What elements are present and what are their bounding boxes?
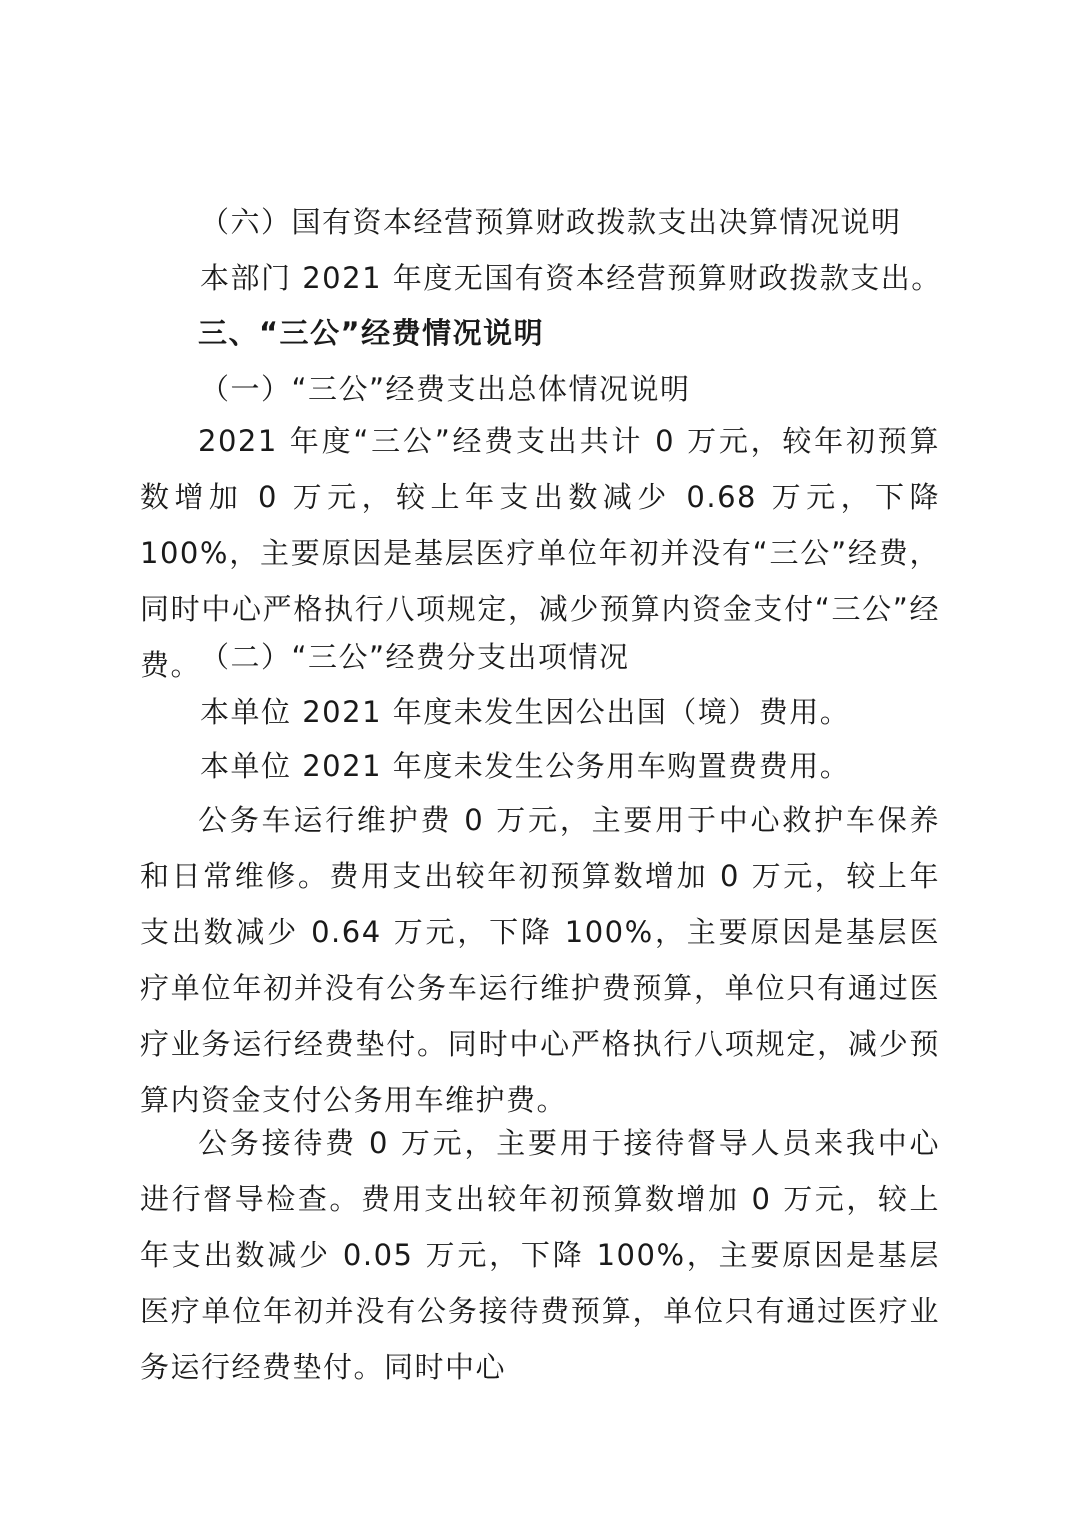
subsection-heading-overall: （一）“三公”经费支出总体情况说明 xyxy=(200,372,691,406)
paragraph-reception-expense: 公务接待费 0 万元，主要用于接待督导人员来我中心进行督导检查。费用支出较年初预算数增加 0 万元，较上年支出数减少 0.05 万元，下降 100%，主要原因是基层医疗单位年初并没有公务接待费预算，单位只有通过医疗业务运行经费垫付。同时中心 xyxy=(140,1126,940,1384)
paragraph-vehicle-maintenance: 公务车运行维护费 0 万元，主要用于中心救护车保养和日常维修。费用支出较年初预算数增加 0 万元，较上年支出数减少 0.64 万元，下降 100%，主要原因是基层医疗单位年初并没有公务车运行维护费预算，单位只有通过医疗业务运行经费垫付。同时中心严格执行八项规定，减少预算内资金支付公务用车维护费。 xyxy=(140,803,940,1117)
paragraph-no-state-capital: 本部门 2021 年度无国有资本经营预算财政拨款支出。 xyxy=(200,261,942,295)
paragraph-vehicle-purchase: 本单位 2021 年度未发生公务用车购置费费用。 xyxy=(200,749,851,783)
subsection-heading-by-item: （二）“三公”经费分支出项情况 xyxy=(200,640,630,674)
section-heading-three-public: 三、“三公”经费情况说明 xyxy=(198,316,545,350)
section-heading-state-capital: （六）国有资本经营预算财政拨款支出决算情况说明 xyxy=(200,205,902,239)
paragraph-overall-expenditure: 2021 年度“三公”经费支出共计 0 万元，较年初预算数增加 0 万元，较上年支出数减少 0.68 万元，下降 100%，主要原因是基层医疗单位年初并没有“三公”经费，同时中心严格执行八项规定，减少预算内资金支付“三公”经费。 xyxy=(140,424,940,682)
paragraph-abroad-expense: 本单位 2021 年度未发生因公出国（境）费用。 xyxy=(200,695,851,729)
